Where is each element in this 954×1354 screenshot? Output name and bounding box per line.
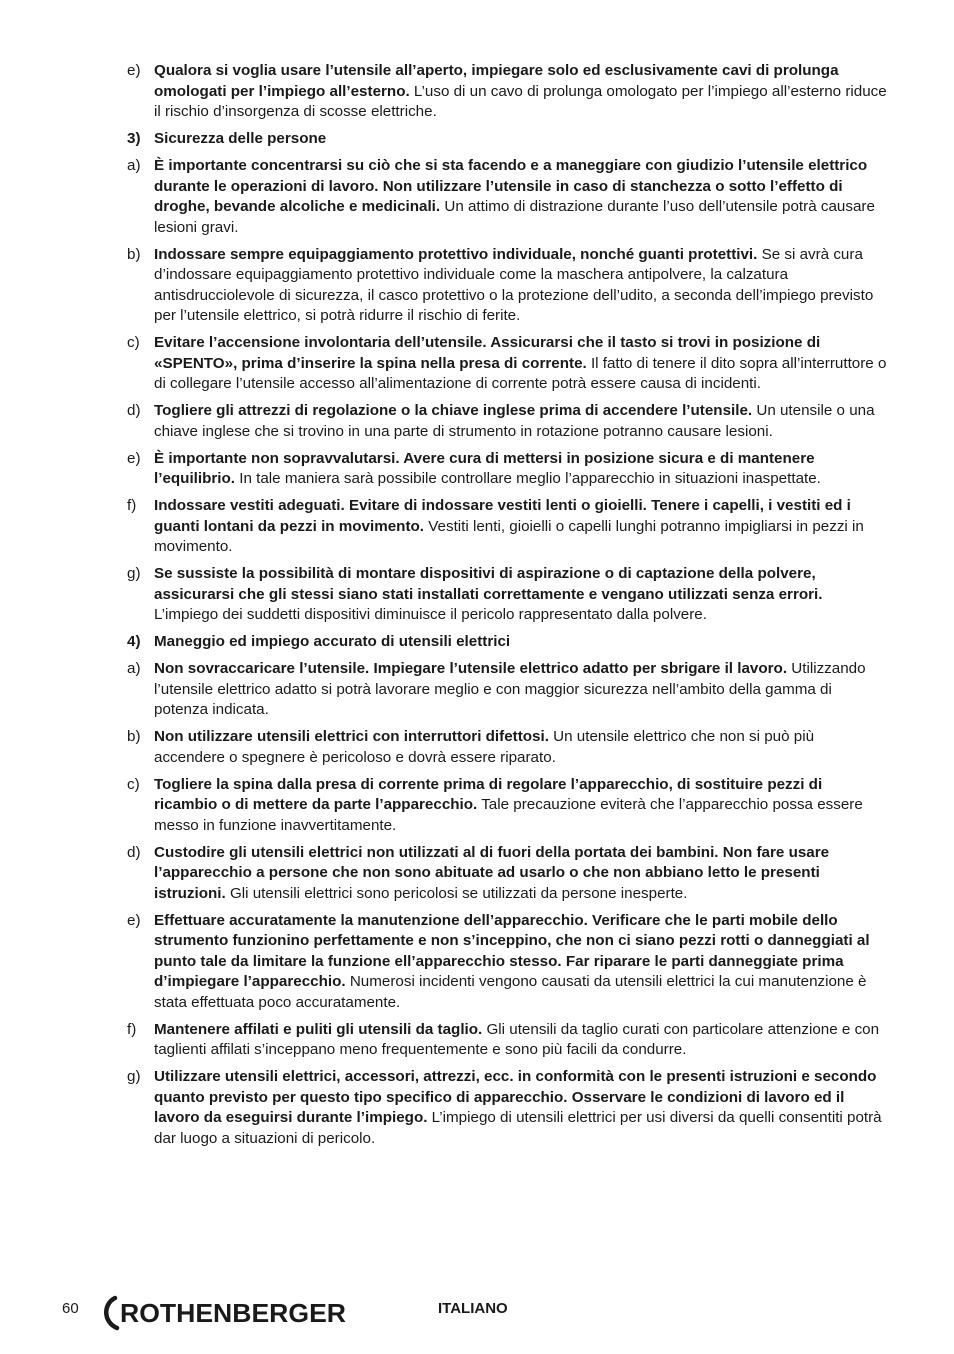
- item-instruction: Custodire gli utensili elettrici non utilizzati al di fuori della portata dei bambini. Non fare usare l’apparecchio a persone che non sono abituate ad usarlo o che non abbiano letto le presenti istruzioni.: [154, 843, 830, 902]
- item-explanation: Se si avrà cura d’indossare equipaggiamento protettivo individuale come la maschera antipolvere, la calzatura antisdrucciolevole di sicurezza, il casco protettivo o la protezione dell’udito, a seconda dell’impiego previsto per l’utensile elettrico, si potrà ridurre il rischio di ferite.: [154, 245, 874, 324]
- item-marker: e): [127, 449, 141, 467]
- list-item: [0, 1067, 888, 1149]
- list-item: [0, 496, 888, 558]
- section-heading: [0, 129, 888, 150]
- section-heading-text: Maneggio ed impiego accurato di utensili elettrici: [154, 633, 511, 650]
- list-item: [0, 727, 888, 768]
- list-item: [0, 245, 888, 327]
- item-instruction: Utilizzare utensili elettrici, accessori, attrezzi, ecc. in conformità con le presenti istruzioni e secondo quanto previsto per questo tipo specifico di apparecchio. Osservare le condizioni di lavoro ed il lavoro da eseguirsi durante l’impiego.: [154, 1068, 877, 1126]
- list-item: [0, 449, 888, 490]
- item-instruction: Se sussiste la possibilità di montare dispositivi di aspirazione o di captazione della polvere, assicurarsi che gli stessi siano stati installati correttamente e vengano utilizzati senza errori.: [154, 565, 823, 603]
- list-item: [0, 843, 888, 905]
- item-instruction: Non utilizzare utensili elettrici con interruttori difettosi.: [154, 728, 549, 745]
- item-explanation: Gli utensili da taglio curati con particolare attenzione e con taglienti affilati s’inceppano meno frequentemente e sono più facili da condurre.: [154, 1020, 880, 1058]
- item-instruction: Indossare vestiti adeguati. Evitare di indossare vestiti lenti o gioielli. Tenere i capelli, i vestiti ed i guanti lontani da pezzi in movimento.: [154, 497, 851, 535]
- item-instruction: Evitare l’accensione involontaria dell’utensile. Assicurarsi che il tasto si trovi in posizione di «SPENTO», prima d’inserire la spina nella presa di corrente.: [154, 334, 821, 372]
- item-explanation: Un attimo di distrazione durante l’uso dell’utensile potrà causare lesioni gravi.: [154, 198, 875, 236]
- item-instruction: Togliere gli attrezzi di regolazione o la chiave inglese prima di accendere l’utensile.: [154, 402, 753, 419]
- item-explanation: Il fatto di tenere il dito sopra all’interruttore o di collegare l’utensile accesso all’alimentazione di corrente potrà essere causa di incidenti.: [154, 354, 887, 392]
- list-item: [0, 775, 888, 837]
- item-instruction: È importante non sopravvalutarsi. Avere cura di mettersi in posizione sicura e di mantenere l’equilibrio.: [154, 449, 815, 487]
- item-marker: a): [127, 660, 141, 677]
- item-explanation: L’uso di un cavo di prolunga omologato per l’impiego all’esterno riduce il rischio d’insorgenza di scosse elettriche.: [154, 82, 887, 120]
- item-marker: c): [127, 775, 140, 793]
- item-instruction: Indossare sempre equipaggiamento protettivo individuale, nonché guanti protettivi.: [154, 245, 758, 263]
- item-marker: e): [127, 62, 141, 79]
- item-instruction: Togliere la spina dalla presa di corrente prima di regolare l’apparecchio, di sostituire pezzi di ricambio o di mettere da parte l’apparecchio.: [154, 775, 823, 813]
- section-heading: [0, 632, 888, 653]
- item-explanation: Vestiti lenti, gioielli o capelli lunghi potranno impigliarsi in pezzi in movimento.: [154, 517, 864, 555]
- item-marker: a): [127, 157, 141, 174]
- item-marker: 3): [127, 130, 141, 147]
- instructions-body: [0, 61, 954, 1156]
- page-number: 60: [62, 1300, 79, 1317]
- item-marker: f): [127, 1020, 137, 1038]
- item-explanation: Gli utensili elettrici sono pericolosi se utilizzati da persone inesperte.: [225, 884, 688, 902]
- item-explanation: In tale maniera sarà possibile controllare meglio l’apparecchio in situazioni inaspettate.: [235, 470, 821, 487]
- section-heading-text: Sicurezza delle persone: [154, 130, 327, 147]
- item-explanation: L’impiego dei suddetti dispositivi diminuisce il pericolo rappresentato dalla polvere.: [154, 606, 707, 623]
- item-instruction: È importante concentrarsi su ciò che si sta facendo e a maneggiare con giudizio l’utensile elettrico durante le operazioni di lavoro. Non utilizzare l’utensile in caso di stanchezza o sotto l’effetto di droghe, bevande alcoliche e medicinali.: [154, 157, 868, 215]
- list-item: [0, 401, 888, 442]
- item-marker: b): [127, 245, 141, 263]
- list-item: [0, 1020, 888, 1061]
- logo-wordmark: ROTHENBERGER: [120, 1298, 347, 1328]
- item-marker: g): [127, 565, 141, 582]
- item-marker: g): [127, 1068, 141, 1085]
- item-instruction: Mantenere affilati e puliti gli utensili da taglio.: [154, 1020, 483, 1038]
- item-marker: d): [127, 402, 141, 419]
- list-item: [0, 564, 888, 626]
- item-explanation: Un utensile elettrico che non si può più accendere o spegnere è pericoloso e dovrà essere riparato.: [154, 728, 815, 766]
- item-marker: f): [127, 497, 137, 514]
- item-marker: b): [127, 728, 141, 745]
- item-explanation: Utilizzando l’utensile elettrico adatto si potrà lavorare meglio e con maggior sicurezza nell’ambito della gamma di potenza indicata.: [154, 660, 866, 718]
- item-marker: c): [127, 334, 140, 351]
- list-item: [0, 333, 888, 395]
- rothenberger-logo: [101, 1292, 349, 1332]
- item-instruction: Non sovraccaricare l’utensile. Impiegare l’utensile elettrico adatto per sbrigare il lavoro.: [154, 660, 788, 677]
- language-label: ITALIANO: [438, 1300, 508, 1317]
- item-marker: d): [127, 843, 141, 861]
- item-explanation: Numerosi incidenti vengono causati da utensili elettrici la cui manutenzione è stata effettuata poco accuratamente.: [154, 973, 867, 1011]
- list-item: [0, 156, 888, 238]
- item-explanation: L’impiego di utensili elettrici per usi diversi da quelli consentiti potrà dar luogo a situazioni di pericolo.: [154, 1109, 882, 1147]
- item-marker: e): [127, 911, 141, 929]
- item-explanation: Un utensile o una chiave inglese che si trovino in una parte di strumento in rotazione potranno causare lesioni.: [154, 402, 875, 440]
- item-instruction: Qualora si voglia usare l’utensile all’aperto, impiegare solo ed esclusivamente cavi di prolunga omologati per l’impiego all’esterno.: [154, 62, 839, 100]
- list-item: [0, 911, 888, 1014]
- item-marker: 4): [127, 633, 141, 650]
- item-explanation: Tale precauzione eviterà che l’apparecchio possa essere messo in funzione inavvertitamente.: [154, 796, 863, 834]
- list-item: [0, 659, 888, 721]
- item-instruction: Effettuare accuratamente la manutenzione dell’apparecchio. Verificare che le parti mobile dello strumento funzionino perfettamente e non s’inceppino, che non ci siano pezzi rotti o danneggiati al punto tale da limitare la funzione ell’apparecchio stesso. Far riparare le parti danneggiate prima d’impiegare l’apparecchio.: [154, 911, 870, 990]
- list-item: [0, 61, 888, 123]
